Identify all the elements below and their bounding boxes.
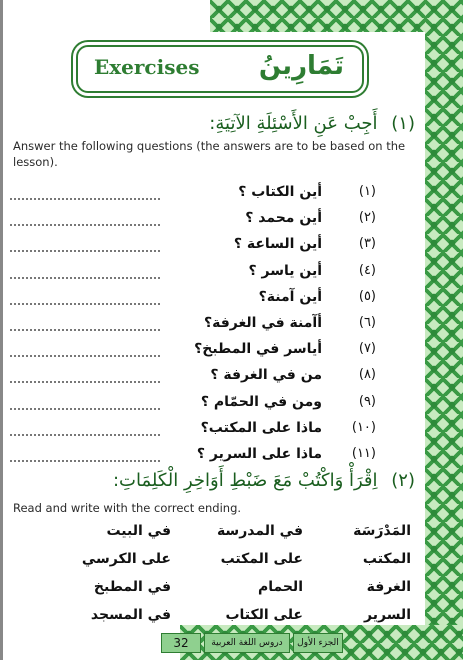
word-cell: السرير: [364, 607, 411, 623]
answer-line: [10, 315, 160, 331]
question-row: [0, 341, 420, 361]
page-number: 32: [161, 633, 201, 653]
word-cell: في المدرسة: [216, 523, 303, 539]
question-text: أين ياسر ؟: [248, 262, 322, 279]
answer-line: [10, 446, 160, 462]
question-text: من في الغرفة ؟: [210, 367, 322, 384]
question-number: (٩): [358, 393, 376, 409]
section1-instruction: Answer the following questions (the answers are to be based on the lesson).: [13, 139, 406, 169]
answer-line: [10, 289, 160, 305]
page-title-en: Exercises: [94, 55, 200, 79]
answer-line: [10, 263, 160, 279]
question-row: [0, 446, 420, 466]
question-row: [0, 394, 420, 414]
answer-line: [10, 341, 160, 357]
answer-line: [10, 420, 160, 436]
answer-line: [10, 367, 160, 383]
word-cell: الغرفة: [366, 579, 411, 595]
question-number: (١١): [351, 446, 376, 461]
question-row: [0, 184, 420, 204]
section1-title: أَجِبْ عَنِ الأَسْئِلَةِ الآتِيَةِ:: [209, 113, 378, 134]
question-text: أين آمنة؟: [258, 288, 322, 305]
question-number: (٥): [358, 288, 376, 304]
question-number: (٧): [358, 341, 376, 357]
section1-number: (١): [391, 113, 415, 134]
word-cell: في البيت: [106, 523, 171, 539]
question-text: أآمنة في الغرفة؟: [204, 315, 322, 331]
footer-part: الجزء الأول: [293, 633, 343, 653]
question-number: (٣): [358, 236, 376, 252]
word-cell: المكتب: [362, 551, 411, 567]
question-row: [0, 420, 420, 440]
question-number: (٤): [358, 262, 376, 278]
footer-book-title: دروس اللغة العربية: [204, 633, 290, 653]
question-row: [0, 315, 420, 335]
question-number: (٦): [358, 315, 376, 330]
section2-heading: [113, 470, 415, 491]
question-row: [0, 236, 420, 256]
decorative-border-right: [425, 0, 463, 660]
answer-line: [10, 184, 160, 200]
question-row: [0, 367, 420, 387]
answer-line: [10, 236, 160, 252]
question-text: أياسر في المطبخ؟: [194, 341, 322, 358]
word-cell: على الكتاب: [225, 607, 303, 623]
word-cell: على الكرسي: [81, 551, 171, 567]
answer-line: [10, 394, 160, 410]
question-text: ماذا على السرير ؟: [196, 446, 322, 462]
word-cell: في المطبخ: [93, 579, 171, 595]
question-number: (٢): [358, 210, 376, 226]
section2-instruction: Read and write with the correct ending.: [13, 501, 242, 515]
word-cell: على المكتب: [220, 551, 303, 567]
question-text: أين الكتاب ؟: [238, 184, 322, 200]
question-number: (٨): [358, 367, 376, 383]
question-row: [0, 263, 420, 283]
question-text: ماذا على المكتب؟: [200, 419, 322, 436]
section2-number: (٢): [391, 470, 415, 491]
question-text: ومن في الحمّام ؟: [200, 393, 322, 410]
word-cell: الحمام: [257, 579, 303, 595]
word-cell: في المسجد: [90, 607, 171, 623]
word-cell: المَدْرَسَة: [353, 523, 411, 539]
question-number: (١): [358, 184, 376, 199]
question-text: أين محمد ؟: [245, 210, 322, 227]
question-row: [0, 210, 420, 230]
page-title-box: [76, 45, 364, 93]
section2-title: اِقْرَأْ وَاكْتُبْ مَعَ ضَبْطِ أَوَاخِرِ الْكَلِمَاتِ:: [112, 470, 378, 491]
question-number: (١٠): [351, 419, 376, 435]
page-title-ar: تَمَارِينُ: [258, 51, 344, 81]
answer-line: [10, 210, 160, 226]
question-row: [0, 289, 420, 309]
section1-heading: [209, 113, 415, 134]
question-text: أين الساعة ؟: [233, 236, 322, 253]
